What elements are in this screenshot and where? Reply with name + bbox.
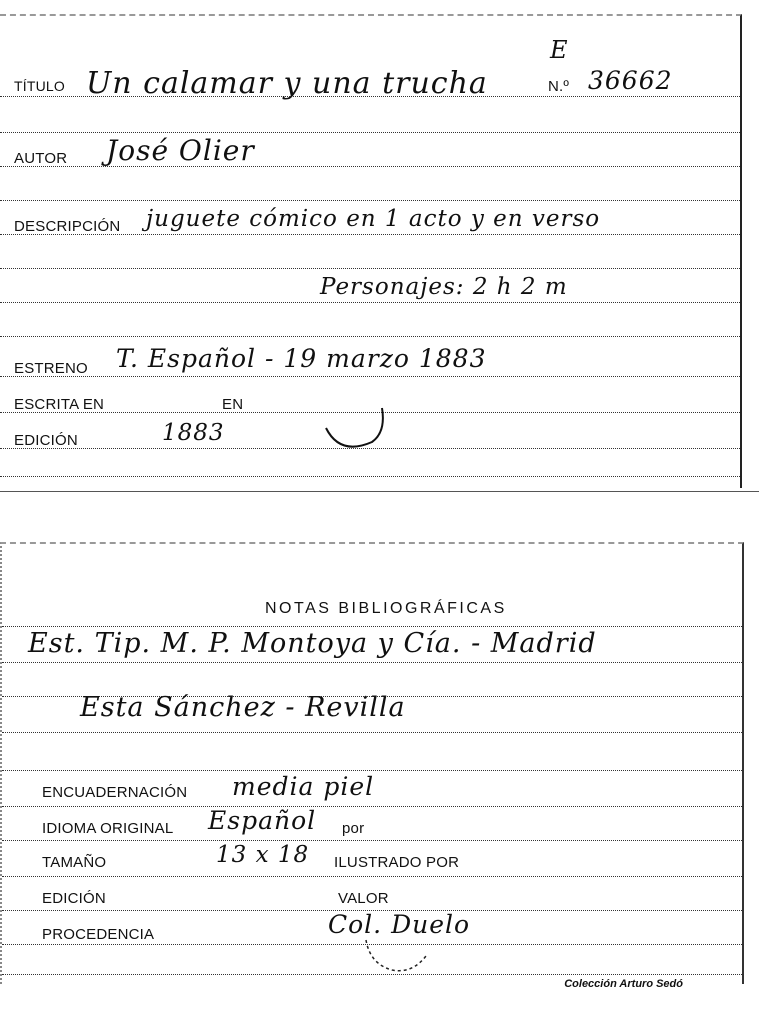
autor-label: AUTOR <box>14 150 68 167</box>
rule-line <box>0 476 740 477</box>
rule-line <box>0 200 740 201</box>
rule-line <box>2 732 742 733</box>
rule-line <box>2 840 742 841</box>
edicion-value: 1883 <box>162 420 225 446</box>
rule-line <box>0 336 740 337</box>
collection-colophon: Colección Arturo Sedó <box>564 978 683 990</box>
rule-line <box>2 876 742 877</box>
note-line-1: Est. Tip. M. P. Montoya y Cía. - Madrid <box>28 628 597 659</box>
estreno-value: T. Español - 19 marzo 1883 <box>116 344 487 373</box>
edicion-label-back: EDICIÓN <box>42 890 106 907</box>
numero-label: N.º <box>548 78 570 95</box>
titulo-value: Un calamar y una trucha <box>86 66 488 101</box>
card-separator <box>0 491 759 492</box>
descripcion-label: DESCRIPCIÓN <box>14 218 121 235</box>
numero-value: 36662 <box>588 66 673 95</box>
rule-line <box>2 626 742 627</box>
idioma-label: IDIOMA ORIGINAL <box>42 820 174 837</box>
personajes-value: Personajes: 2 h 2 m <box>320 274 568 300</box>
catalog-card-front <box>0 14 742 488</box>
rule-line <box>0 376 740 377</box>
encuadernacion-label: ENCUADERNACIÓN <box>42 784 188 801</box>
autor-value: José Olier <box>106 134 255 167</box>
rule-line <box>2 770 742 771</box>
escrita-en-label: ESCRITA EN <box>14 396 105 413</box>
titulo-label: TÍTULO <box>14 78 65 94</box>
rule-line <box>0 132 740 133</box>
en-label: EN <box>222 396 244 413</box>
estreno-label: ESTRENO <box>14 360 88 377</box>
idioma-value: Español <box>208 806 317 835</box>
ink-mark <box>362 930 432 980</box>
rule-line <box>2 806 742 807</box>
edicion-label: EDICIÓN <box>14 432 78 449</box>
procedencia-label: PROCEDENCIA <box>42 926 155 943</box>
ilustrado-label: ILUSTRADO POR <box>334 854 460 871</box>
notes-heading: NOTAS BIBLIOGRÁFICAS <box>265 600 507 617</box>
descripcion-value: juguete cómico en 1 acto y en verso <box>146 206 601 232</box>
rule-line <box>0 268 740 269</box>
numero-mark: E <box>550 36 569 64</box>
note-line-2: Esta Sánchez - Revilla <box>80 692 406 723</box>
encuadernacion-value: media piel <box>232 772 375 801</box>
tamano-value: 13 x 18 <box>216 842 310 868</box>
procedencia-value: Col. Duelo <box>328 910 471 939</box>
bracket-mark <box>320 388 390 458</box>
tamano-label: TAMAÑO <box>42 854 107 871</box>
valor-label: VALOR <box>338 890 389 907</box>
rule-line <box>0 302 740 303</box>
rule-line <box>2 662 742 663</box>
por-label: por <box>342 820 365 837</box>
